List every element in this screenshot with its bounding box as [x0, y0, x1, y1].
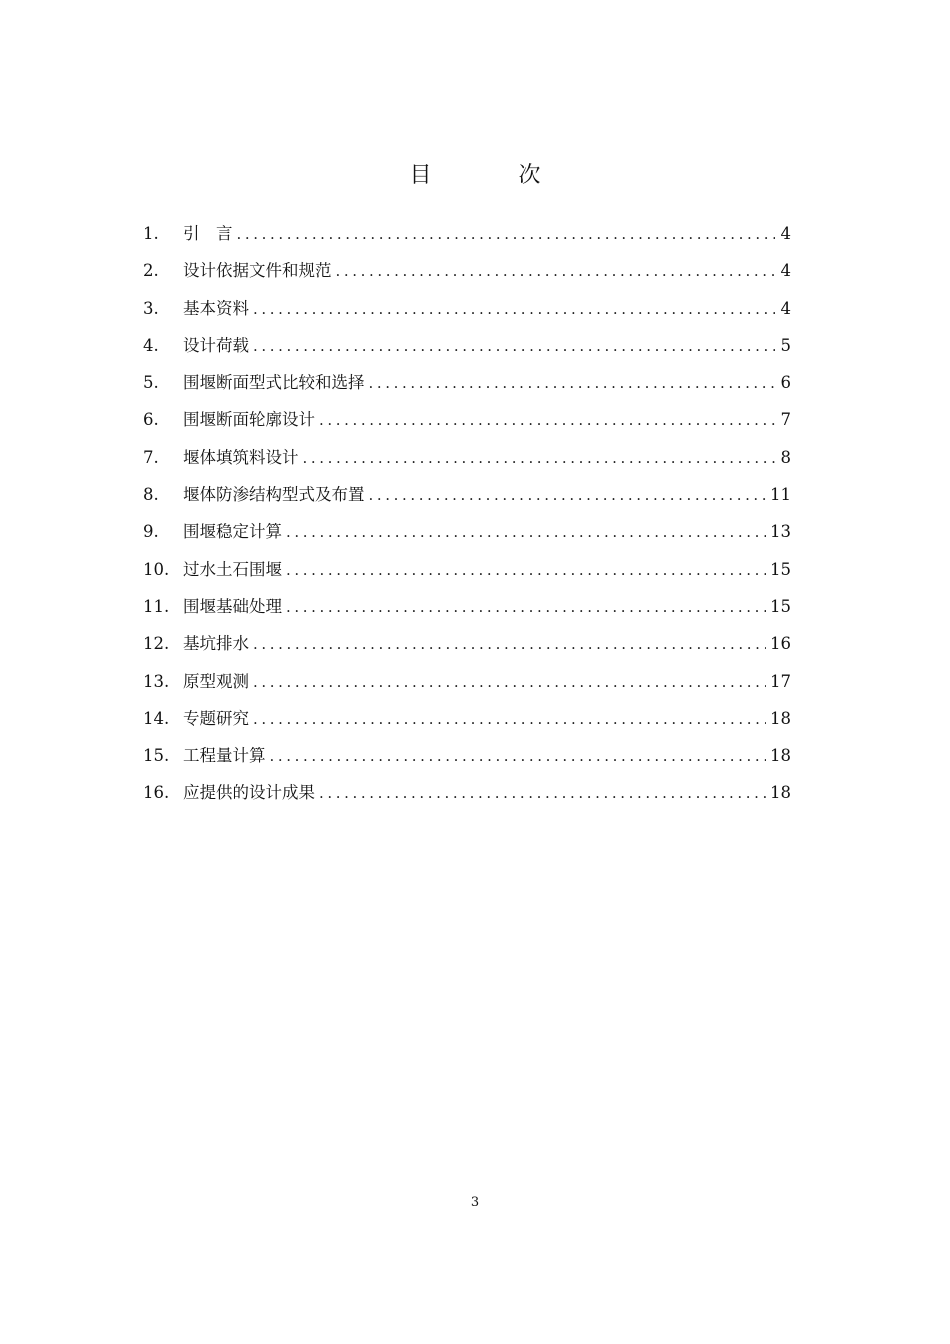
toc-entry-number: 5. [143, 373, 159, 393]
toc-entry[interactable] [143, 668, 791, 705]
toc-entry[interactable] [143, 295, 791, 332]
toc-entry[interactable] [143, 779, 791, 816]
toc-dot-leader [286, 598, 766, 616]
toc-entry-number: 11. [143, 596, 170, 616]
toc-entry-number: 12. [143, 634, 170, 654]
toc-entry-page: 18 [770, 746, 791, 766]
table-of-contents [143, 220, 791, 817]
toc-dot-leader [303, 449, 776, 467]
toc-entry-number: 3. [143, 298, 159, 318]
toc-entry-title: 基坑排水 [183, 634, 249, 654]
toc-entry-number: 15. [143, 746, 170, 766]
toc-entry-number: 13. [143, 671, 170, 691]
toc-dot-leader [270, 747, 767, 765]
toc-dot-leader [253, 337, 775, 355]
toc-entry-page: 7 [780, 410, 791, 430]
toc-entry-title: 过水土石围堰 [183, 559, 282, 579]
toc-entry-title: 原型观测 [183, 671, 249, 691]
toc-entry[interactable] [143, 518, 791, 555]
toc-dot-leader [369, 374, 776, 392]
toc-dot-leader [253, 710, 766, 728]
toc-entry-page: 5 [780, 335, 791, 355]
toc-entry-title: 堰体填筑料设计 [183, 447, 299, 467]
toc-entry-number: 16. [143, 783, 170, 803]
toc-entry-number: 9. [143, 522, 159, 542]
toc-entry-title: 围堰稳定计算 [183, 522, 282, 542]
toc-entry[interactable] [143, 705, 791, 742]
toc-entry-title: 围堰基础处理 [183, 596, 282, 616]
toc-entry-page: 15 [770, 596, 791, 616]
toc-title: 目 次 [409, 163, 581, 188]
toc-entry-number: 7. [143, 447, 159, 467]
toc-entry-number: 8. [143, 485, 159, 505]
toc-dot-leader [336, 262, 776, 280]
toc-entry-number: 2. [143, 261, 159, 281]
toc-dot-leader [237, 225, 776, 243]
toc-entry-number: 4. [143, 335, 159, 355]
toc-entry-title: 围堰断面轮廓设计 [183, 410, 315, 430]
toc-entry[interactable] [143, 220, 791, 257]
toc-entry-number: 6. [143, 410, 159, 430]
toc-entry-title: 专题研究 [183, 708, 249, 728]
toc-dot-leader [286, 523, 766, 541]
toc-entry[interactable] [143, 481, 791, 518]
toc-entry[interactable] [143, 257, 791, 294]
toc-entry[interactable] [143, 593, 791, 630]
toc-entry[interactable] [143, 630, 791, 667]
toc-entry-page: 15 [770, 559, 791, 579]
toc-entry-page: 8 [780, 447, 791, 467]
toc-dot-leader [253, 300, 775, 318]
toc-entry-page: 18 [770, 708, 791, 728]
toc-entry[interactable] [143, 742, 791, 779]
toc-dot-leader [319, 411, 775, 429]
toc-entry-page: 4 [780, 298, 791, 318]
toc-entry[interactable] [143, 556, 791, 593]
toc-entry-page: 18 [770, 783, 791, 803]
toc-entry-title: 设计荷载 [183, 335, 249, 355]
toc-entry-page: 4 [780, 224, 791, 243]
toc-dot-leader [319, 784, 766, 802]
toc-entry-title: 堰体防渗结构型式及布置 [183, 485, 365, 505]
toc-dot-leader [286, 561, 766, 579]
toc-entry-page: 13 [770, 522, 791, 542]
toc-entry-number: 1. [143, 224, 159, 243]
toc-dot-leader [253, 673, 766, 691]
toc-entry-page: 11 [770, 485, 791, 505]
toc-entry-title: 基本资料 [183, 298, 249, 318]
toc-entry-page: 4 [780, 261, 791, 281]
toc-entry-page: 6 [780, 373, 791, 393]
toc-entry-page: 17 [770, 671, 791, 691]
toc-entry[interactable] [143, 444, 791, 481]
toc-entry-title: 围堰断面型式比较和选择 [183, 373, 365, 393]
toc-entry-page: 16 [770, 634, 791, 654]
toc-entry[interactable] [143, 369, 791, 406]
toc-dot-leader [369, 486, 767, 504]
toc-dot-leader [253, 635, 766, 653]
toc-entry-title: 设计依据文件和规范 [183, 261, 332, 281]
toc-entry[interactable] [143, 332, 791, 369]
toc-entry-title: 应提供的设计成果 [183, 783, 315, 803]
toc-entry-number: 14. [143, 708, 170, 728]
toc-entry-title: 引 言 [183, 224, 233, 243]
toc-entry-title: 工程量计算 [183, 746, 266, 766]
toc-entry[interactable] [143, 406, 791, 443]
toc-entry-number: 10. [143, 559, 170, 579]
page-number: 3 [470, 1195, 480, 1210]
